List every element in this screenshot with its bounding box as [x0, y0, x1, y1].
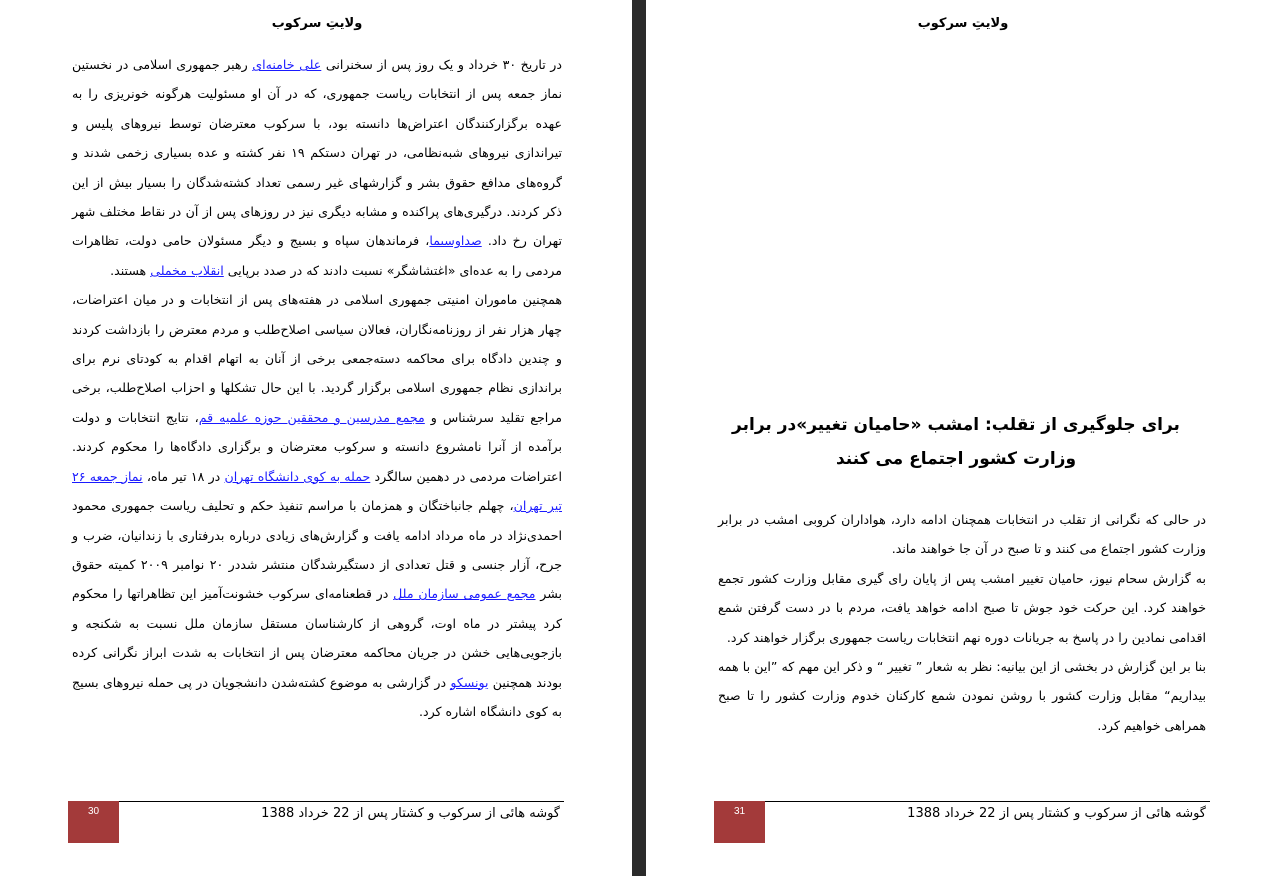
- paragraph: در حالی که نگرانی از تقلب در انتخابات همچنان ادامه دارد، هواداران کروبی امشب در برابر وزارت کشور اجتماع می کنند و تا صبح در آن جا خواهند ماند.: [718, 512, 1206, 557]
- body-text: [718, 505, 1206, 740]
- paragraph: [72, 50, 562, 285]
- wiki-link[interactable]: علی خامنه‌ای: [252, 57, 322, 72]
- text-run: در ۱۸ تیر ماه،: [142, 468, 225, 484]
- text-run: همچنین ماموران امنیتی جمهوری اسلامی در هفته‌های پس از انتخابات و در میان اعتراضات، چهار هزار نفر از روزنامه‌نگاران، فعالان سیاسی اصلاح‌طلب و مردم معترض را بازداشت کردند و چندین دادگاه برای محاکمه دسته‌جمعی برخی از آنان به اتهام اقدام به کودتای نرم برای براندازی نظام جمهوری اسلامی برگزار گردید. با این حال تشکلها و احزاب اصلاح‌طلب، برخی مراجع تقلید سرشناس و: [72, 292, 562, 425]
- paragraph: بنا بر این گزارش در بخشی از این بیانیه: نظر به شعار ” تغییر “ و ذکر این مهم که ”این با همه بیداریم“ مقابل وزارت کشور با روشن نمودن شمع کارکنان خدوم وزارت کشور را تا صبح همراهی خواهیم کرد.: [718, 659, 1206, 733]
- wiki-link[interactable]: حمله به کوی دانشگاه تهران: [224, 468, 371, 484]
- paragraph: به گزارش سحام نیوز، حامیان تغییر امشب پس از پایان رای گیری مقابل وزارت کشور تجمع خواهند کرد. این حرکت خود جوش تا صبح ادامه خواهد یافت، مردم با در دست گرفتن شمع اقدامی نمادین را در پاسخ به جریانات دوره نهم انتخابات ریاست جمهوری برگزار خواهند کرد.: [718, 570, 1206, 645]
- left-page: [0, 0, 632, 876]
- text-run: در تاریخ ۳۰ خرداد و یک روز پس از سخنرانی: [321, 57, 563, 72]
- wiki-link[interactable]: یونسکو: [450, 674, 489, 690]
- text-run: رهبر جمهوری اسلامی در نخستین نماز جمعه پس از انتخابات ریاست جمهوری، که در آن او مسئولیت هرگونه خونریزی را به عهده برگزارکنندگان اعتراض‌ها دانسته بود، با سرکوب معترضان توسط نیروهای پلیس و تیراندازی نیروهای شبه‌نظامی، در تهران دستکم ۱۹ نفر کشته و عده بسیاری زخمی شدند و گروه‌های مدافع حقوق بشر و گزارشهای غیر رسمی تعداد کشته‌شدگان را بسیار بیش از این ذکر کردند. درگیری‌های پراکنده و مشابه دیگری نیز در روزهای پس از آن در نقاط مختلف شهر تهران رخ داد.: [72, 57, 562, 249]
- wiki-link[interactable]: صداوسیما: [429, 233, 482, 249]
- footer-title: گوشه هائی از سرکوب و کشتار پس از 22 خرداد 1388: [907, 806, 1206, 821]
- footer-title: گوشه هائی از سرکوب و کشتار پس از 22 خرداد 1388: [261, 806, 560, 821]
- body-text: [72, 50, 562, 726]
- paragraph: [72, 285, 562, 726]
- running-head: ولایتِ سرکوب: [917, 16, 1009, 31]
- text-run: ، چهلم جانباختگان و همزمان با مراسم تنفیذ حکم و تحلیف ریاست جمهوری محمود احمدی‌نژاد در ماه مرداد ادامه یافت و گزارش‌های زیادی درباره بدرفتاری با زندانیان، ضرب و جرح، آزار جنسی و قتل تعدادی از دستگیرشدگان منتشر شددر ۲۰ نوامبر ۲۰۰۹ کمیته حقوق بشر: [72, 498, 562, 602]
- article-heading: برای جلوگیری از تقلب: امشب «حامیان تغییر»در برابر وزارت کشور اجتماع می کنند: [732, 415, 1180, 469]
- wiki-link[interactable]: انقلاب مخملی: [150, 262, 224, 278]
- page-number: 31: [714, 801, 765, 843]
- text-run: هستند.: [110, 262, 151, 278]
- wiki-link[interactable]: مجمع مدرسین و محققین حوزه علمیه قم: [198, 409, 425, 425]
- right-page: [646, 0, 1279, 876]
- footer-rule: [68, 801, 564, 802]
- text-run: ، نتایج انتخابات و دولت برآمده از آنرا نامشروع دانسته و سرکوب معترضان و برگزاری دادگاه‌ها را محکوم کردند. اعتراضات مردمی در دهمین سالگرد: [72, 409, 563, 484]
- page-gutter: [632, 0, 646, 876]
- wiki-link[interactable]: مجمع عمومی سازمان ملل: [393, 586, 536, 602]
- wiki-link[interactable]: نماز جمعه ۲۶ تیر تهران: [72, 468, 562, 514]
- text-run: ، فرماندهان سپاه و بسیج و دیگر مسئولان حامی دولت، تظاهرات مردمی را به عده‌ای «اغتشاشگر» نسبت دادند که در صدد برپایی: [72, 233, 562, 278]
- footer-rule: [714, 801, 1210, 802]
- page-number: 30: [68, 801, 119, 843]
- text-run: در قطعنامه‌ای سرکوب خشونت‌آمیز این تظاهراتها را محکوم کرد پیشتر در ماه اوت، گروهی از کارشناسان مستقل سازمان ملل نسبت به شکنجه و بازجویی‌هایی خشن در جریان محاکمه معترضان پس از انتخابات به شدت ابراز نگرانی کرده بودند همچنین: [72, 586, 563, 690]
- text-run: در گزارشی به موضوع کشته‌شدن دانشجویان در پی حمله نیروهای بسیج به کوی دانشگاه اشاره کرد.: [72, 674, 562, 719]
- running-head: ولایتِ سرکوب: [271, 16, 363, 31]
